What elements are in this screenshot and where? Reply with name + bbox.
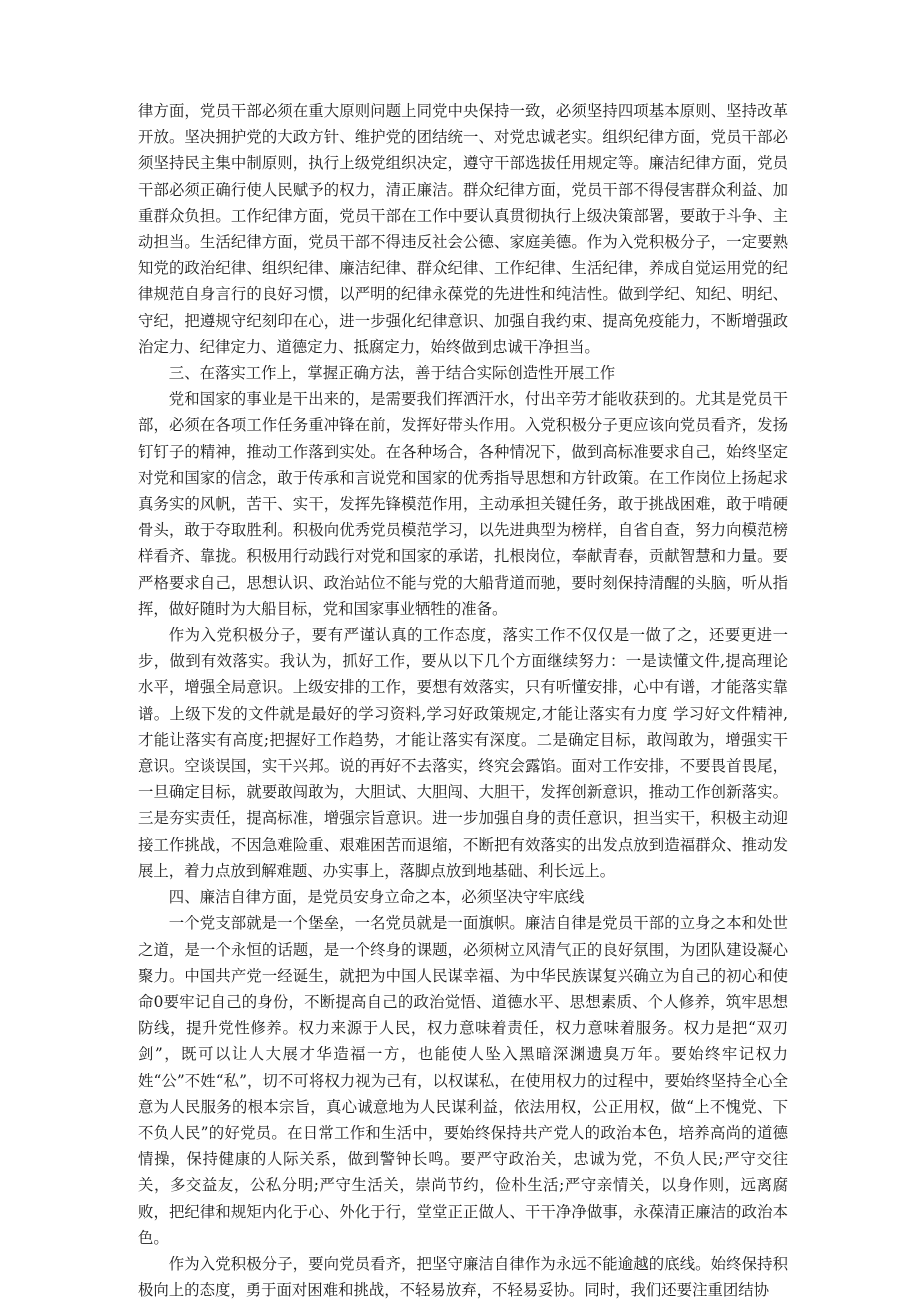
section-heading-3: 三、在落实工作上，掌握正确方法，善于结合实际创造性开展工作 — [168, 364, 616, 383]
document-page — [138, 98, 788, 1303]
paragraph-integrity: 一个党支部就是一个堡垒，一名党员就是一面旗帜。廉洁自律是党员干部的立身之本和处世之道，是一个永恒的话题，是一个终身的课题，必须树立风清气正的良好氛围，为团队建设凝心聚力。中国共产党一经诞生，就把为中国人民谋幸福、为中华民族谋复兴确立为自己的初心和使命0要牢记自己的身份，不断提高自己的政治觉悟、道德水平、思想素质、个人修养，筑牢思想防线，提升党性修养。权力来源于人民，权力意味着责任，权力意味着服务。权力是把“双刃剑”，既可以让人大展才华造福一方，也能使人坠入黑暗深渊遗臭万年。要始终牢记权力姓“公”不姓“私”，切不可将权力视为己有，以权谋私，在使用权力的过程中，要始终坚持全心全意为人民服务的根本宗旨，真心诚意地为人民谋利益，依法用权，公正用权，做“上不愧党、下不负人民”的好党员。在日常工作和生活中，要始终保持共产党人的政治本色，培养高尚的道德情操，保持健康的人际关系，做到警钟长鸣。要严守政治关，忠诚为党，不负人民;严守交往关，多交益友，公私分明;严守生活关，崇尚节约，俭朴生活;严守亲情关，以身作则，远离腐败，把纪律和规矩内化于心、外化于行，堂堂正正做人、干干净净做事，永葆清正廉洁的政治本色。 — [138, 914, 788, 1247]
paragraph-work-implementation: 党和国家的事业是干出来的，是需要我们挥洒汗水，付出辛劳才能收获到的。尤其是党员干部，必须在各项工作任务重冲锋在前，发挥好带头作用。入党积极分子更应该向党员看齐，发扬钉钉子的精神，推动工作落到实处。在各种场合，各种情况下，做到高标准要求自己，始终坚定对党和国家的信念，敢于传承和言说党和国家的优秀指导思想和方针政策。在工作岗位上扬起求真务实的风帆，苦干、实干，发挥先锋模范作用，主动承担关键任务，敢于挑战困难，敢于啃硬骨头，敢于夺取胜利。积极向优秀党员模范学习，以先进典型为榜样，自省自查，努力向模范榜样看齐、靠拢。积极用行动践行对党和国家的承诺，扎根岗位，奉献青春，贡献智慧和力量。要严格要求自己，思想认识、政治站位不能与党的大船背道而驰，要时刻保持清醒的头脑，听从指挥，做好随时为大船目标，党和国家事业牺牲的准备。 — [138, 390, 788, 618]
section-heading-4: 四、廉洁自律方面，是党员安身立命之本，必须坚决守牢底线 — [168, 888, 585, 907]
paragraph-discipline-continued: 律方面，党员干部必须在重大原则问题上同党中央保持一致，必须坚持四项基本原则、坚持改革开放。坚决拥护党的大政方针、维护党的团结统一、对党忠诚老实。组织纪律方面，党员干部必须坚持民主集中制原则，执行上级党组织决定，遵守干部选拔任用规定等。廉洁纪律方面，党员干部必须正确行使人民赋予的权力，清正廉洁。群众纪律方面，党员干部不得侵害群众利益、加重群众负担。工作纪律方面，党员干部在工作中要认真贯彻执行上级决策部署，要敢于斗争、主动担当。生活纪律方面，党员干部不得违反社会公德、家庭美德。作为入党积极分子，一定要熟知党的政治纪律、组织纪律、廉洁纪律、群众纪律、工作纪律、生活纪律，养成自觉运用党的纪律规范自身言行的良好习惯，以严明的纪律永葆党的先进性和纯洁性。做到学纪、知纪、明纪、守纪，把遵规守纪刻印在心，进一步强化纪律意识、加强自我约束、提高免疫能力，不断增强政治定力、纪律定力、道德定力、抵腐定力，始终做到忠诚干净担当。 — [138, 102, 788, 356]
paragraph-work-attitude: 作为入党积极分子，要有严谨认真的工作态度，落实工作不仅仅是一做了之，还要更进一步，做到有效落实。我认为，抓好工作，要从以下几个方面继续努力：一是读懂文件,提高理论水平，增强全局意识。上级安排的工作，要想有效落实，只有听懂安排，心中有谱，才能落实靠谱。上级下发的文件就是最好的学习资料,学习好政策规定,才能让落实有力度 学习好文件精神,才能让落实有高度;把握好工作趋势，才能让落实有深度。二是确定目标，敢闯敢为，增强实干意识。空谈误国，实干兴邦。说的再好不去落实，终究会露馅。面对工作安排，不要畏首畏尾，一旦确定目标，就要敢闯敢为，大胆试、大胆闯、大胆干，发挥创新意识，推动工作创新落实。三是夯实责任，提高标准，增强宗旨意识。进一步加强自身的责任意识，担当实干，积极主动迎接工作挑战，不因急难险重、艰难困苦而退缩，不断把有效落实的出发点放到造福群众、推动发展上，着力点放到解难题、办实事上，落脚点放到地基础、利长远上。 — [138, 626, 788, 880]
paragraph-integrity-activist: 作为入党积极分子，要向党员看齐，把坚守廉洁自律作为永远不能逾越的底线。始终保持积极向上的态度，勇于面对困难和挑战，不轻易放弃，不轻易妥协。同时，我们还要注重团结协 — [138, 1254, 788, 1300]
